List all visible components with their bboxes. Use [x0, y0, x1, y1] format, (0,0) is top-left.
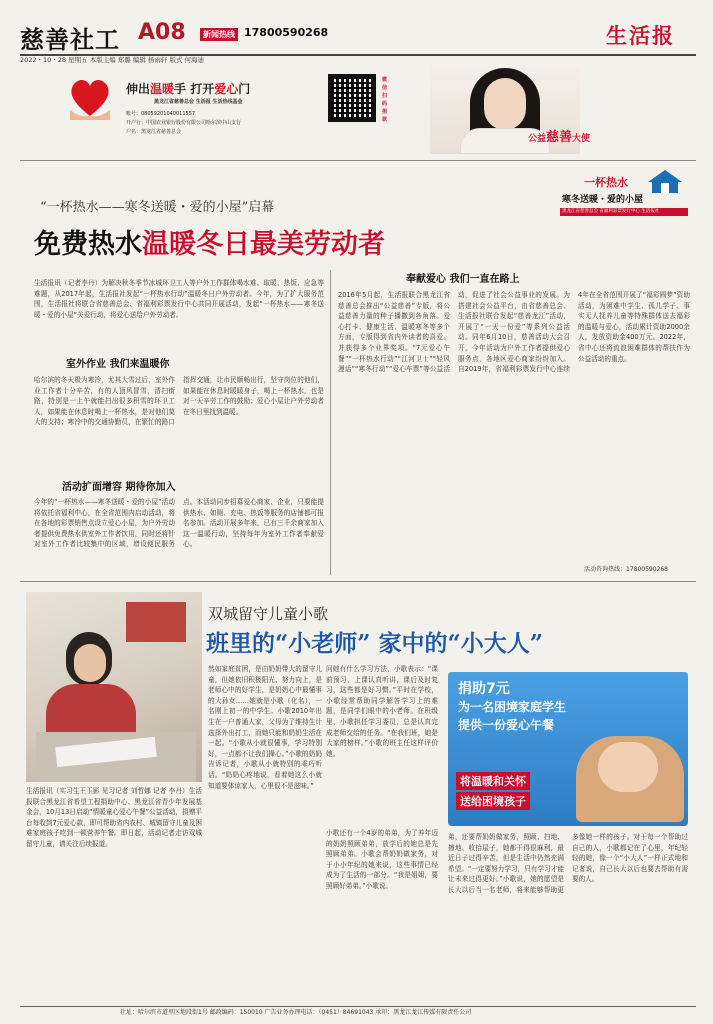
article1-body-2: 今年的“一杯热水——寒冬送暖・爱的小屋”活动将依托省福利中心，在全省范围内启动活动，将在各地的彩票销售点设立爱心小屋，为户外劳动者提供免费热水供室外工作者饮用，同时还将针对室外工作者比较集中的区域，增设便民服务点。本活动同步招募爱心商家、企业，只要能提供热水、如厕、充电、热饭等服务的店铺都可报名参加。活动开展多年来，已有三千余商家加入这一温暖行动，坚持每年为室外工作者奉献爱心。	[34, 498, 324, 549]
donate-text: 将温暖和关怀	[456, 772, 530, 790]
slogan-part: 手 打开	[174, 82, 215, 96]
slogan-part: 门	[238, 82, 251, 96]
subhead-3: 奉献爱心 我们一直在路上	[406, 274, 520, 285]
section-rule	[20, 160, 696, 161]
child-photo	[26, 592, 202, 782]
article1-kicker: “一杯热水——寒冬送暖・爱的小屋”启幕	[40, 200, 275, 215]
campaign-logo-subtitle: 寒冬送暖・爱的小屋	[562, 195, 644, 205]
slogan-part: 温暖	[150, 82, 175, 96]
ad-holder: 户名：黑龙江省慈善总会	[126, 129, 182, 135]
ambassador-part: 公益	[528, 134, 547, 144]
article1-headline	[34, 222, 385, 261]
subhead-2: 活动扩面增容 期待你加入	[62, 482, 176, 493]
article1-lead: 生活报讯（记者李丹）为解决秋冬季节冰城环卫工人等户外工作群体喝水难、取暖、热饭、应急等难题，从2017年起，生活报社发起“一杯热水行动”温暖冬日户外劳动者。今年，为了扩大服务范围，生活报社将联合省慈善总会、省福利彩票发行中心共同开展活动，发起“一杯热水——寒冬送暖・爱的小屋”关爱行动，将爱心送给户外劳动者。	[34, 279, 324, 319]
hotline-number: 17800590268	[244, 26, 329, 39]
photo-caption: 生活报讯（实习生王玉影 见习记者 刘哲娜 记者 李丹）生活报联合黑龙江省希望工程捐助中心、黑龙江省青少年发展基金会，10月13日启动“情暖童心爱心午餐”公益活动，捐赠平台每收到7元爱心款，即可帮助省内农村、城镇留守儿童及困难家庭孩子吃到一顿营养午餐。即日起，活动记者走访双城留守儿童，请关注后续报道。	[26, 787, 202, 848]
donate-text: 为一名困境家庭学生	[458, 700, 567, 714]
page-number: A08	[138, 20, 186, 45]
headline-part: 温暖冬日最美劳动者	[142, 229, 385, 260]
footer-text: 社址：哈尔滨市道里区地段街1号 邮政编码：150010 广告业务办理电话：（0451）84691043 承印：黑龙江龙江传媒有限责任公司	[120, 1009, 472, 1016]
slogan-part: 伸出	[126, 82, 151, 96]
masthead	[0, 0, 713, 64]
campaign-logo-orgs: 黑龙江省慈善总会 省福利彩票发行中心 生活报社	[560, 208, 688, 216]
donate-text: 送给困境孩子	[456, 792, 530, 810]
ambassador-part: 大使	[572, 134, 591, 144]
donate-title: 捐助7元	[458, 681, 510, 697]
article2-body-d: 弟，还要帮奶奶做家务，照顾、扫地、擦地、收拾屋子，她都干得很麻利，最近日子过得辛苦，但是生活中仍然充满希望。“一定要努力学习，只有学习才能让未来过得更好。”小歌说，她的愿望是长大以后当一名老师，将来能够帮助更多像她一样的孩子。对于每一个帮助过自己的人，小歌都记在了心里，年纪轻轻的她，像一个“小大人”一样正式地和记者说，自己长大以后也要去帮助有需要的人。	[448, 833, 688, 894]
qr-code	[328, 74, 376, 122]
ambassador-label	[528, 126, 590, 145]
article2-body-b: 问她有什么学习方法，小歌表示：“课前预习，上课认真听讲，课后及时复习，这些都是好习惯。”平时在学校，小歌经常帮助同学解答学习上的难题，是同学们眼中的小老师。在班级里，小歌担任学习委员，总是认真完成老师交给的任务。“在我们班，她是大家的榜样。”小歌的班主任这样评价她。	[326, 665, 438, 758]
date-line: 2022・10・28 星期五 本版主编 郑璐 编辑 杨雨轩 版式 何海迪	[20, 56, 205, 64]
section-rule	[20, 581, 696, 582]
article2-body-a: 然如家庭贫困，是由奶奶带大的留守儿童，但她依旧积极阳光、努力向上，是老师心中的好学生，是奶奶心中最懂事的大孙女……她就是小歌（化名），一名刚上初一的中学生。小歌2010年出生在一户普通人家，父母为了维持生计选择外出打工，而她只能和奶奶生活在一起。“小歌从小就很懂事，学习特别好，一点都不让我们操心。”小歌的奶奶告诉记者，小歌从小就特别的乖巧听话。“奶奶心疼地说，看着她这么小就知道要体谅家人，心里很不是滋味。”	[208, 665, 322, 790]
ad-banner	[20, 66, 696, 156]
donate-text: 提供一份爱心午餐	[458, 718, 555, 732]
qr-caption: 微信扫码捐款	[382, 77, 388, 123]
house-icon	[646, 168, 684, 194]
contact-line: 活动咨询热线：17800590268	[584, 566, 668, 573]
ambassador-part: 慈善	[546, 130, 573, 145]
article1-body-3: 2016年5月起，生活报联合黑龙江省慈善总会推出“公益慈善”专版，将公益慈善力量的种子播撒到各角落。爱心打卡、健康生活、温暖寒冬等多个方面，专版得到省内外读者的喜爱。并获得多个业界奖项。“7元爱心午餐”“一杯热水行动”“江河卫士”“轻风漫话”“寒冬行动”“爱心车票”等公益活动，促进了社会公益事业的发展。为搭建社会公益平台，由省慈善总会、生活报社联合发起“慈善龙江”活动，开展了“一天一份爱”等系列公益活动。同年6月10日，慈善活动大会召开，今年活动为户外工作者提供爱心服务点，各地区爱心商家纷纷加入。自2019年，省福利彩票发行中心连续4年在全省范围开展了“福彩圆梦”资助活动，为困难中学生、孤儿学子、事实无人抚养儿童等特殊群体送去福彩的温暖与爱心，活动累计资助2000余人，发放资助金400万元。2022年，省中心还将流浪困难群体的帮扶作为公益活动的重点。	[338, 291, 690, 374]
footer-rule	[20, 1006, 696, 1007]
newspaper-logo: 生活报	[606, 23, 675, 48]
donate-box	[448, 672, 688, 826]
ad-bank: 开户行：中国农业银行股份有限公司哈尔滨中山支行	[126, 120, 242, 126]
subhead-1: 室外作业 我们来温暖你	[66, 359, 170, 370]
article2-headline: 班里的“小老师” 家中的“小大人”	[206, 630, 543, 657]
ad-slogan	[126, 80, 250, 97]
article2-kicker: 双城留守儿童小歌	[208, 605, 329, 623]
column-divider	[330, 270, 331, 575]
section-title: 慈善社工	[20, 25, 120, 54]
slogan-part: 爱心	[214, 82, 239, 96]
ad-org-line: 黑龙江省慈善总会 生活报 生活热线基金	[154, 99, 243, 105]
hotline-badge: 新闻热线	[200, 28, 238, 41]
article1-body-1: 哈尔滨的冬天极为寒冷，尤其大雪过后，室外作业工作者十分辛苦，有的人顶风冒雪，清扫街路，特别是一上午就能扫出很多积雪的环卫工人，如果能在休息时喝上一杯热水，是对他们莫大的支持；寒冷中的交通协勤员，在繁忙的路口指挥交通，让市民顺畅出行，坚守岗位的他们，如果能在休息时暖暖身子，喝上一杯热水，也是对一天辛劳工作的鼓励；爱心小屋让户外劳动者在冬日里找到温暖。	[34, 376, 324, 427]
ad-account: 账号：08059201040011557	[126, 111, 196, 117]
article2-body-c: 小歌还有一个4岁的弟弟，为了养年迈的奶奶照顾弟弟，放学后的她总是先照顾弟弟。小歌会帮奶奶做家务，对于小小年纪的她来说，这些事情已经成为了生活的一部分。“我是姐姐，要照顾好弟弟。”小歌说。	[326, 829, 438, 890]
campaign-logo	[560, 168, 688, 230]
campaign-logo-title: 一杯热水	[584, 176, 628, 189]
heart-hands-icon	[64, 72, 116, 122]
headline-part: 免费热水	[34, 229, 142, 260]
